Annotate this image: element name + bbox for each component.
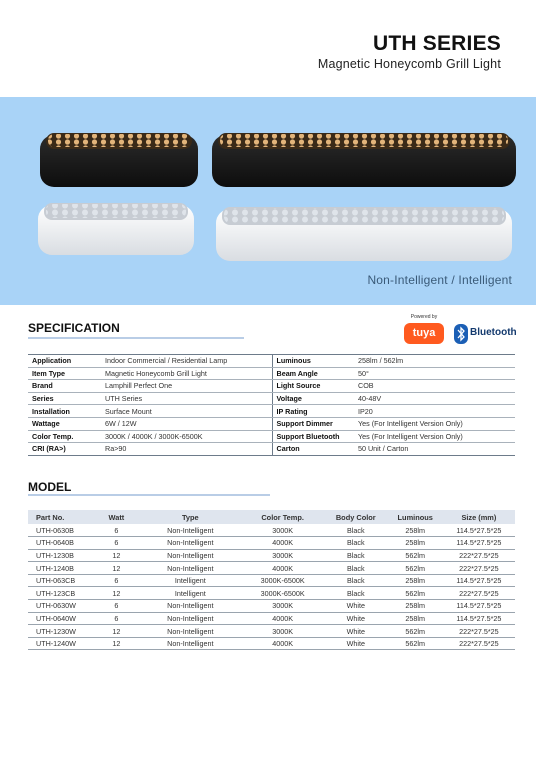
model-cell: Black: [324, 587, 388, 600]
model-column-header: Watt: [94, 510, 140, 524]
model-cell: 6: [94, 537, 140, 550]
model-cell: Non-Intelligent: [139, 637, 241, 650]
model-cell: 562lm: [388, 625, 443, 638]
short-black-light: [40, 133, 198, 187]
model-cell: UTH-0630W: [28, 600, 94, 613]
spec-value: COB: [354, 380, 515, 393]
spec-key: Support Dimmer: [272, 417, 354, 430]
model-cell: 3000K-6500K: [241, 587, 324, 600]
model-cell: UTH-0630B: [28, 524, 94, 537]
model-row: [28, 587, 515, 600]
model-cell: 562lm: [388, 549, 443, 562]
model-cell: Black: [324, 524, 388, 537]
model-column-header: Size (mm): [443, 510, 515, 524]
model-cell: 6: [94, 600, 140, 613]
model-cell: UTH-123CB: [28, 587, 94, 600]
spec-row: [28, 380, 515, 393]
model-cell: 12: [94, 637, 140, 650]
model-cell: 114.5*27.5*25: [443, 537, 515, 550]
spec-value: IP20: [354, 405, 515, 418]
model-cell: 12: [94, 549, 140, 562]
model-cell: 562lm: [388, 562, 443, 575]
spec-row: [28, 430, 515, 443]
model-cell: 3000K: [241, 524, 324, 537]
model-cell: 3000K: [241, 625, 324, 638]
bluetooth-logo-text: Bluetooth: [470, 327, 517, 338]
model-cell: UTH-1240W: [28, 637, 94, 650]
model-cell: 258lm: [388, 524, 443, 537]
spec-value: Ra>90: [105, 444, 127, 454]
spec-value: Yes (For Intelligent Version Only): [354, 417, 515, 430]
model-cell: 12: [94, 562, 140, 575]
spec-key: Installation: [28, 405, 101, 418]
spec-key: Beam Angle: [272, 367, 354, 380]
spec-key: Light Source: [272, 380, 354, 393]
model-cell: 258lm: [388, 600, 443, 613]
spec-key: Series: [28, 392, 101, 405]
spec-value: 50°: [354, 367, 515, 380]
model-cell: 6: [94, 524, 140, 537]
model-cell: 114.5*27.5*25: [443, 600, 515, 613]
model-cell: 258lm: [388, 537, 443, 550]
spec-row: [28, 417, 515, 430]
page-header: [0, 0, 536, 97]
model-cell: Intelligent: [139, 587, 241, 600]
model-cell: White: [324, 612, 388, 625]
model-row: [28, 637, 515, 650]
spec-value: Indoor Commercial / Residential Lamp: [101, 355, 272, 368]
model-cell: 222*27.5*25: [443, 587, 515, 600]
spec-key: Item Type: [28, 367, 101, 380]
model-cell: 258lm: [388, 612, 443, 625]
model-cell: UTH-063CB: [28, 574, 94, 587]
tuya-logo: tuya: [404, 323, 444, 344]
model-row: [28, 549, 515, 562]
model-cell: Black: [324, 549, 388, 562]
spec-row: [28, 405, 515, 418]
model-cell: UTH-1230W: [28, 625, 94, 638]
compatibility-logos: [402, 314, 518, 350]
model-cell: 3000K: [241, 549, 324, 562]
specification-heading: SPECIFICATION: [28, 321, 120, 335]
spec-value: Lamphill Perfect One: [101, 380, 272, 393]
model-row: [28, 625, 515, 638]
spec-value: Surface Mount: [101, 405, 272, 418]
model-cell: 562lm: [388, 637, 443, 650]
model-cell: 4000K: [241, 537, 324, 550]
model-cell: Non-Intelligent: [139, 524, 241, 537]
spec-key: Brand: [28, 380, 101, 393]
model-cell: 222*27.5*25: [443, 549, 515, 562]
model-cell: 222*27.5*25: [443, 637, 515, 650]
model-cell: 114.5*27.5*25: [443, 574, 515, 587]
model-cell: 4000K: [241, 562, 324, 575]
model-column-header: Type: [139, 510, 241, 524]
spec-key: Support Bluetooth: [272, 430, 354, 443]
spec-value: 40-48V: [354, 392, 515, 405]
model-cell: Non-Intelligent: [139, 612, 241, 625]
spec-value: 258lm / 562lm: [354, 355, 515, 368]
spec-key: Color Temp.: [28, 430, 101, 443]
spec-value: 6W / 12W: [101, 417, 272, 430]
model-column-header: Body Color: [324, 510, 388, 524]
model-cell: 6: [94, 574, 140, 587]
model-cell: 6: [94, 612, 140, 625]
model-cell: 562lm: [388, 587, 443, 600]
spec-key: Application: [28, 355, 101, 368]
specification-underline: [28, 337, 244, 339]
model-cell: Black: [324, 537, 388, 550]
model-row: [28, 612, 515, 625]
product-hero-banner: [0, 97, 536, 305]
spec-key: Luminous: [272, 355, 354, 368]
model-row: [28, 562, 515, 575]
powered-by-label: Powered by: [410, 314, 438, 320]
spec-value: UTH Series: [101, 392, 272, 405]
model-cell: UTH-1240B: [28, 562, 94, 575]
model-cell: White: [324, 637, 388, 650]
model-cell: 4000K: [241, 637, 324, 650]
model-cell: 12: [94, 587, 140, 600]
model-table: [28, 510, 515, 650]
model-cell: UTH-0640W: [28, 612, 94, 625]
spec-value: 3000K / 4000K / 3000K-6500K: [101, 430, 272, 443]
model-row: [28, 574, 515, 587]
spec-key: Wattage: [28, 417, 101, 430]
model-cell: UTH-0640B: [28, 537, 94, 550]
model-row: [28, 524, 515, 537]
model-cell: White: [324, 625, 388, 638]
model-cell: 222*27.5*25: [443, 562, 515, 575]
model-column-header: Color Temp.: [241, 510, 324, 524]
model-cell: 222*27.5*25: [443, 625, 515, 638]
spec-value: 50 Unit / Carton: [358, 444, 409, 454]
model-cell: Non-Intelligent: [139, 625, 241, 638]
bluetooth-icon: [454, 324, 468, 344]
model-cell: 258lm: [388, 574, 443, 587]
model-cell: Non-Intelligent: [139, 562, 241, 575]
spec-value: Magnetic Honeycomb Grill Light: [101, 367, 272, 380]
model-cell: 4000K: [241, 612, 324, 625]
spec-key: IP Rating: [272, 405, 354, 418]
spec-key: Voltage: [272, 392, 354, 405]
model-row: [28, 537, 515, 550]
hero-caption: Non-Intelligent / Intelligent: [367, 273, 512, 287]
model-row: [28, 600, 515, 613]
specification-table: [28, 354, 515, 456]
model-cell: 3000K: [241, 600, 324, 613]
page-subtitle: Magnetic Honeycomb Grill Light: [317, 57, 501, 71]
spec-row: [28, 367, 515, 380]
model-underline: [28, 494, 270, 496]
model-cell: 12: [94, 625, 140, 638]
spec-row: [28, 392, 515, 405]
spec-row: [28, 355, 515, 368]
model-cell: Black: [324, 574, 388, 587]
model-cell: UTH-1230B: [28, 549, 94, 562]
short-white-light: [38, 203, 194, 255]
spec-row: [28, 443, 515, 456]
model-cell: Black: [324, 562, 388, 575]
long-white-light: [216, 207, 512, 261]
model-cell: 114.5*27.5*25: [443, 524, 515, 537]
long-black-light: [212, 133, 516, 187]
model-column-header: Luminous: [388, 510, 443, 524]
spec-key: CRI (RA>): [32, 444, 66, 454]
page-title: UTH SERIES: [372, 32, 501, 55]
model-cell: Non-Intelligent: [139, 537, 241, 550]
spec-value: Yes (For Intelligent Version Only): [354, 430, 515, 443]
spec-key: Carton: [272, 443, 354, 456]
model-cell: Non-Intelligent: [139, 549, 241, 562]
model-cell: 114.5*27.5*25: [443, 612, 515, 625]
model-column-header: Part No.: [28, 510, 94, 524]
model-cell: Non-Intelligent: [139, 600, 241, 613]
model-cell: White: [324, 600, 388, 613]
model-cell: Intelligent: [139, 574, 241, 587]
model-cell: 3000K-6500K: [241, 574, 324, 587]
model-heading: MODEL: [28, 480, 72, 494]
